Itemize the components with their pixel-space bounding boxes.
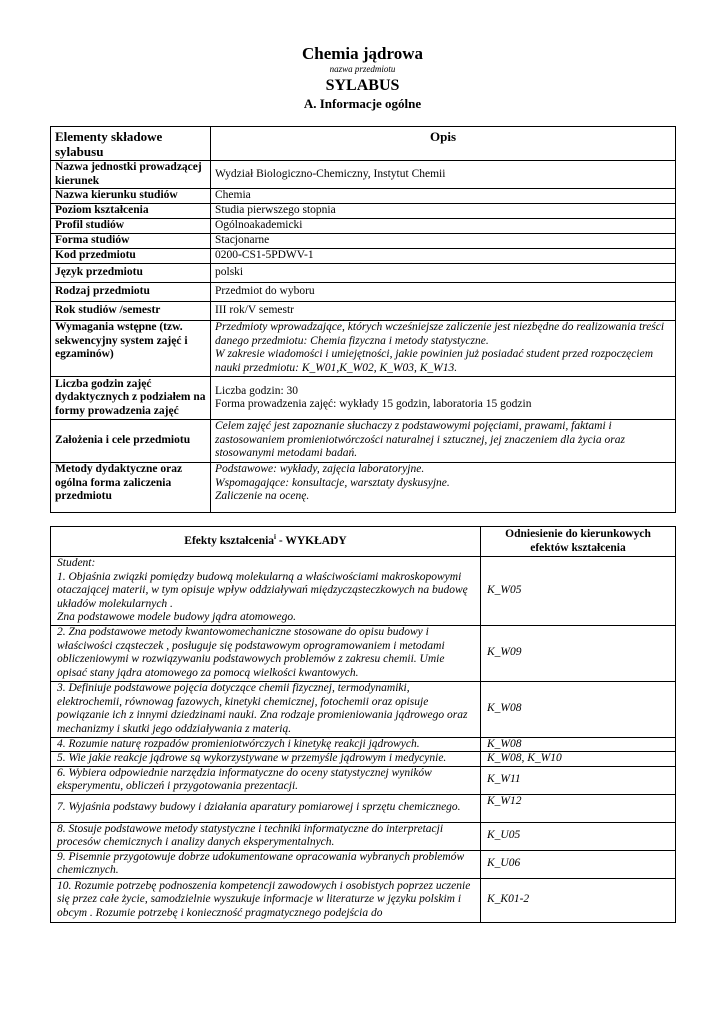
general-info-table: [50, 126, 676, 513]
learning-outcomes-table: [50, 526, 676, 923]
row-value: [211, 377, 676, 420]
requirements-knowledge: W zakresie wiadomości i umiejętności, jakie powinien już posiadać student przed rozpoczęciem nauki przedmiotu: K_W01,K_W02, K_W03, K_W13.: [215, 348, 653, 374]
outcomes-header-text: Efekty kształcenia: [184, 534, 275, 547]
outcome-text: 9. Pisemnie przygotowuje dobrze udokumentowane opracowania wybranych problemów chemicznych.: [51, 850, 481, 878]
outcome-line: 1. Objaśnia związki pomiędzy budową molekularną a właściwościami makroskopowymi otaczającej materii, w tym opisuje wpływ oddziaływań międzycząsteczkowych na budowę układów molekularnych .: [57, 570, 468, 610]
row-label: Rodzaj przedmiotu: [51, 283, 211, 302]
table-row: [51, 219, 676, 234]
table-row-methods: [51, 463, 676, 513]
row-label: Wymagania wstępne (tzw. sekwencyjny system zajęć i egzaminów): [51, 321, 211, 377]
outcome-reference: K_W09: [481, 625, 676, 681]
hours-breakdown: Forma prowadzenia zajęć: wykłady 15 godzin, laboratoria 15 godzin: [215, 398, 532, 410]
column-header-elements: Elementy składowe sylabusu: [51, 127, 211, 161]
row-value: Przedmiot do wyboru: [211, 283, 676, 302]
requirements-prerequisite-courses: Przedmioty wprowadzające, których wcześniejsze zaliczenie jest niezbędne do realizowania treści danego przedmiotu: Chemia fizyczna i metody statystyczne.: [215, 321, 665, 347]
row-value: [211, 321, 676, 377]
outcome-text: 2. Zna podstawowe metody kwantowomechaniczne stosowane do opisu budowy i właściwości cząsteczek , posługuje się podstawowym oprogramowaniem i metodami obliczeniowymi w rozwiązywaniu podstawowych problemów z zakresu chemii. Umie opisać stany jądra atomowego za pomocą wielkości kwantowych.: [51, 625, 481, 681]
outcome-reference: K_W08: [481, 737, 676, 752]
outcome-line: Zna podstawowe modele budowy jądra atomowego.: [57, 611, 296, 623]
outcome-reference: K_U05: [481, 822, 676, 850]
table-row-goals: [51, 420, 676, 463]
row-value: Ogólnoakademicki: [211, 219, 676, 234]
row-value: III rok/V semestr: [211, 302, 676, 321]
outcome-text: [51, 557, 481, 626]
row-label: Profil studiów: [51, 219, 211, 234]
row-value: Celem zajęć jest zapoznanie słuchaczy z podstawowymi pojęciami, prawami, faktami i zastosowaniem promieniotwórczości naturalnej i sztucznej, jej znaczeniem dla życia oraz stosowanymi metodami badań.: [211, 420, 676, 463]
row-label: Liczba godzin zajęć dydaktycznych z podziałem na formy prowadzenia zajęć: [51, 377, 211, 420]
row-label: Rok studiów /semestr: [51, 302, 211, 321]
outcome-text: 10. Rozumie potrzebę podnoszenia kompetencji zawodowych i osobistych poprzez uczenie się przez całe życie, samodzielnie wyszukuje informacje w literaturze w języku polskim i obcym . Rozumie potrzebę i konieczność pragmatycznego podejścia do: [51, 878, 481, 922]
outcome-text: 6. Wybiera odpowiednie narzędzia informatyczne do oceny statystycznej wyników eksperymentu, obliczeń i przygotowania prezentacji.: [51, 766, 481, 794]
table-row: [51, 264, 676, 283]
row-label: Forma studiów: [51, 234, 211, 249]
outcome-row: [51, 878, 676, 922]
outcome-reference: K_W08, K_W10: [481, 752, 676, 767]
table-row-requirements: [51, 321, 676, 377]
hours-total: Liczba godzin: 30: [215, 384, 299, 397]
table-header-row: [51, 527, 676, 557]
outcome-reference: K_K01-2: [481, 878, 676, 922]
column-header-reference: Odniesienie do kierunkowych efektów kształcenia: [481, 527, 676, 557]
outcome-reference: K_W08: [481, 681, 676, 737]
row-label: Poziom kształcenia: [51, 204, 211, 219]
table-row: [51, 283, 676, 302]
row-label: Założenia i cele przedmiotu: [51, 420, 211, 463]
outcome-reference: K_W05: [481, 557, 676, 626]
outcome-row: [51, 794, 676, 822]
table-row: [51, 249, 676, 264]
outcomes-header-suffix: - WYKŁADY: [276, 534, 347, 547]
course-title-caption: nazwa przedmiotu: [329, 64, 396, 74]
outcome-row: [51, 681, 676, 737]
table-header-row: [51, 127, 676, 161]
outcome-row: [51, 850, 676, 878]
document-type: SYLABUS: [325, 77, 400, 94]
outcome-text: 8. Stosuje podstawowe metody statystyczne i techniki informatyczne do interpretacji procesów chemicznych i analizy danych eksperymentalnych.: [51, 822, 481, 850]
row-label: Język przedmiotu: [51, 264, 211, 283]
outcome-row: [51, 557, 676, 626]
table-row: [51, 161, 676, 189]
document-header: [0, 44, 725, 112]
outcome-row: [51, 766, 676, 794]
outcome-row: [51, 752, 676, 767]
methods-assessment: Zaliczenie na ocenę.: [215, 490, 310, 502]
outcome-reference: K_W11: [481, 766, 676, 794]
section-heading: A. Informacje ogólne: [303, 96, 422, 111]
outcome-reference: K_W12: [481, 794, 676, 822]
outcome-reference: K_U06: [481, 850, 676, 878]
column-header-description: Opis: [211, 127, 676, 161]
outcome-row: [51, 822, 676, 850]
row-value: Wydział Biologiczno-Chemiczny, Instytut Chemii: [211, 161, 676, 189]
row-value: polski: [211, 264, 676, 283]
outcome-text: 7. Wyjaśnia podstawy budowy i działania aparatury pomiarowej i sprzętu chemicznego.: [51, 794, 481, 822]
table-row: [51, 189, 676, 204]
row-value: 0200-CS1-5PDWV-1: [211, 249, 676, 264]
outcome-text: 4. Rozumie naturę rozpadów promieniotwórczych i kinetykę reakcji jądrowych.: [51, 737, 481, 752]
outcome-text: 5. Wie jakie reakcje jądrowe są wykorzystywane w przemyśle jądrowym i medycynie.: [51, 752, 481, 767]
outcome-line: Student:: [57, 557, 96, 569]
course-title: Chemia jądrowa: [301, 44, 424, 63]
row-value: Chemia: [211, 189, 676, 204]
outcome-row: [51, 737, 676, 752]
footnote-marker: i: [274, 532, 276, 541]
table-row: [51, 204, 676, 219]
row-value: [211, 463, 676, 513]
table-row-hours: [51, 377, 676, 420]
row-value: Stacjonarne: [211, 234, 676, 249]
row-value: Studia pierwszego stopnia: [211, 204, 676, 219]
row-label: Nazwa kierunku studiów: [51, 189, 211, 204]
table-row: [51, 234, 676, 249]
outcome-row: [51, 625, 676, 681]
table-row: [51, 302, 676, 321]
row-label: Kod przedmiotu: [51, 249, 211, 264]
column-header-outcomes: [51, 527, 481, 557]
outcome-text: 3. Definiuje podstawowe pojęcia dotyczące chemii fizycznej, termodynamiki, elektrochemii, równowag fazowych, kinetyki chemicznej, fotochemii oraz opisuje powiązanie ich z innymi dziedzinami nauki. Zna rodzaje promieniowania jądrowego oraz mechanizmy i skutki jego oddziaływania z materią.: [51, 681, 481, 737]
row-label: Metody dydaktyczne oraz ogólna forma zaliczenia przedmiotu: [51, 463, 211, 513]
row-label: Nazwa jednostki prowadzącej kierunek: [51, 161, 211, 189]
methods-supporting: Wspomagające: konsultacje, warsztaty dyskusyjne.: [215, 476, 450, 489]
methods-basic: Podstawowe: wykłady, zajęcia laboratoryjne.: [215, 463, 425, 475]
